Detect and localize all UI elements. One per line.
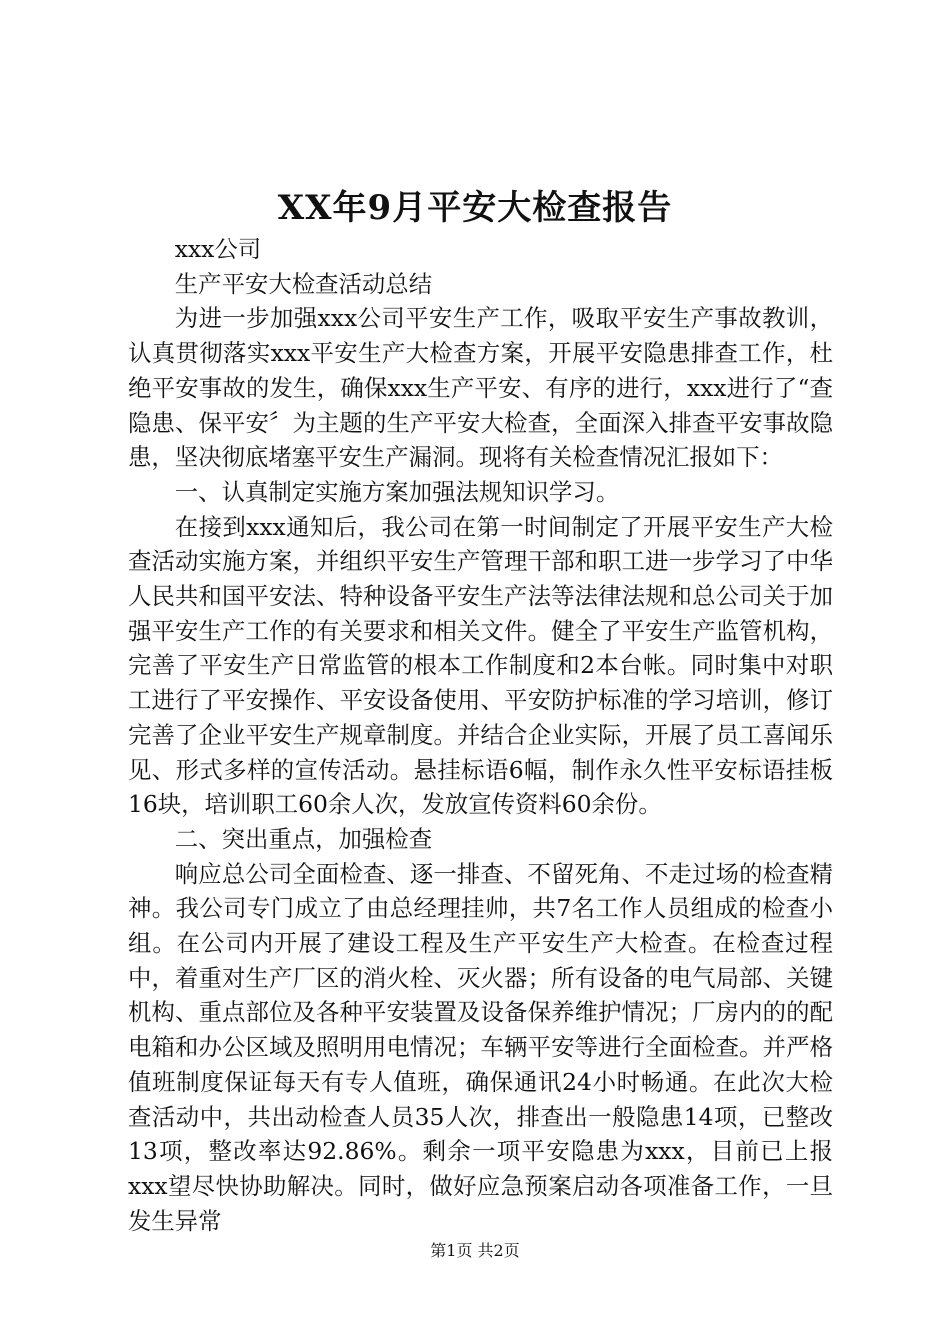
section-2-paragraph: 响应总公司全面检查、逐一排查、不留死角、不走过场的检查精神。我公司专门成立了由总经理挂帅，共7名工作人员组成的检查小组。在公司内开展了建设工程及生产平安生产大检查。在检查过程中，着重对生产厂区的消火栓、灭火器；所有设备的电气局部、关键机构、重点部位及各种平安装置及设备保养维护情况；厂房内的的配电箱和办公区域及照明用电情况；车辆平安等进行全面检查。并严格值班制度保证每天有专人值班，确保通讯24小时畅通。在此次大检查活动中，共出动检查人员35人次，排查出一般隐患14项，已整改13项，整改率达92.86%。剩余一项平安隐患为xxx，目前已上报xxx望尽快协助解决。同时，做好应急预案启动各项准备工作，一旦发生异常 — [128, 859, 833, 1235]
section-1-paragraph: 在接到xxx通知后，我公司在第一时间制定了开展平安生产大检查活动实施方案，并组织平安生产管理干部和职工进一步学习了中华人民共和国平安法、特种设备平安生产法等法律法规和总公司关于加强平安生产工作的有关要求和相关文件。健全了平安生产监管机构，完善了平安生产日常监管的根本工作制度和2本台帐。同时集中对职工进行了平安操作、平安设备使用、平安防护标准的学习培训，修订完善了企业平安生产规章制度。并结合企业实际，开展了员工喜闻乐见、形式多样的宣传活动。悬挂标语6幅，制作永久性平安标语挂板16块，培训职工60余人次，发放宣传资料60余份。 — [128, 512, 833, 819]
intro-paragraph: 为进一步加强xxx公司平安生产工作，吸取平安生产事故教训，认真贯彻落实xxx平安生产大检查方案，开展平安隐患排查工作，杜绝平安事故的发生，确保xxx生产平安、有序的进行，xxx进行了“查隐患、保平安〞为主题的生产平安大检查，全面深入排查平安事故隐患，坚决彻底堵塞平安生产漏洞。现将有关检查情况汇报如下： — [128, 304, 833, 472]
company-name: xxx公司 — [174, 235, 262, 263]
subtitle: 生产平安大检查活动总结 — [174, 269, 433, 298]
section-heading-1: 一、认真制定实施方案加强法规知识学习。 — [174, 477, 620, 506]
page-footer: 第1页 共2页 — [430, 1241, 520, 1260]
document-title: XX年9月平安大检查报告 — [277, 188, 673, 228]
document-body — [128, 232, 833, 1238]
section-heading-2: 二、突出重点，加强检查 — [174, 824, 433, 853]
